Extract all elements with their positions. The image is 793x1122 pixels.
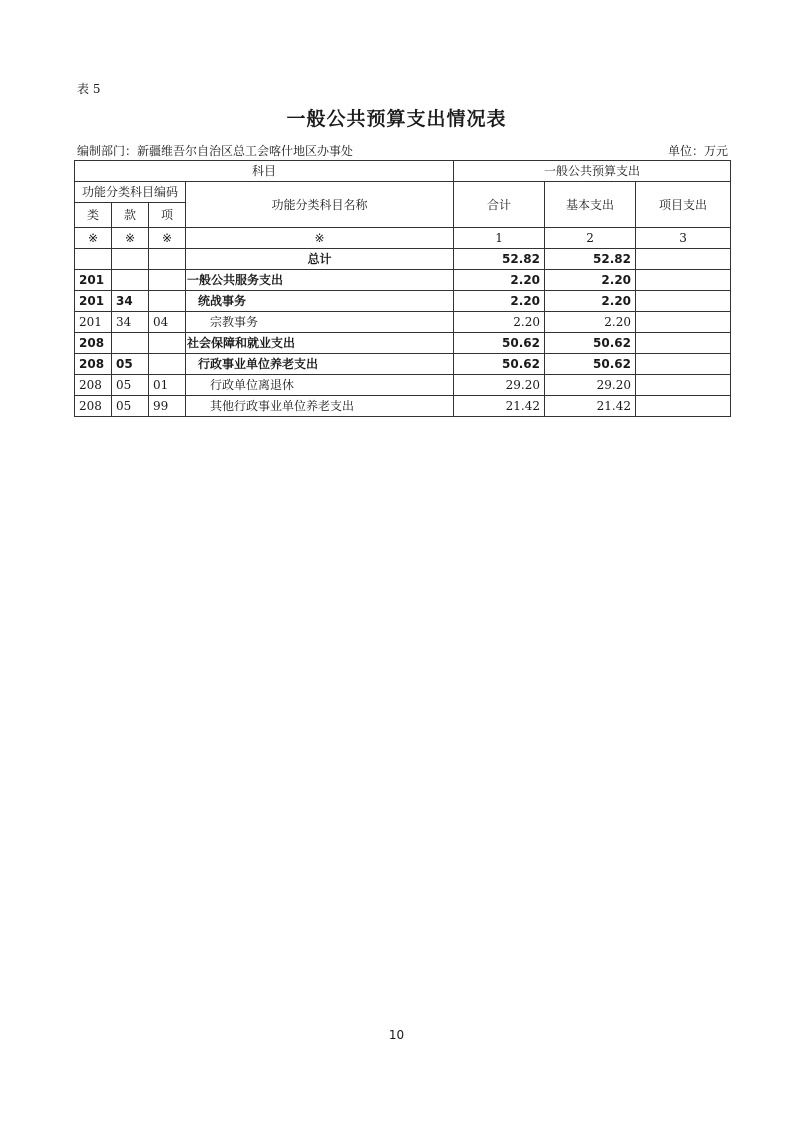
cell-project [636,270,731,291]
mark-cell: ※ [186,228,454,249]
cell-project [636,312,731,333]
table-row [75,270,731,291]
header-subject: 科目 [75,161,454,182]
cell-xiang: 04 [149,312,186,333]
cell-project [636,291,731,312]
cell-name: 其他行政事业单位养老支出 [186,396,454,417]
table-row [75,312,731,333]
cell-xiang [149,291,186,312]
header-lei: 类 [75,203,112,228]
table-row-total [75,249,731,270]
cell-basic: 2.20 [545,291,636,312]
cell-lei: 208 [75,375,112,396]
cell-basic: 50.62 [545,354,636,375]
cell-basic: 2.20 [545,270,636,291]
table-row [75,375,731,396]
cell-basic: 2.20 [545,312,636,333]
cell-kuan: 05 [112,354,149,375]
cell-name: 社会保障和就业支出 [186,333,454,354]
mark-cell: ※ [75,228,112,249]
cell-xiang [149,270,186,291]
department-label: 编制部门：新疆维吾尔自治区总工会喀什地区办事处 [77,144,354,158]
cell-name: 行政单位离退休 [186,375,454,396]
header-xiang: 项 [149,203,186,228]
header-name: 功能分类科目名称 [186,182,454,228]
cell-name: 行政事业单位养老支出 [186,354,454,375]
cell-lei [75,249,112,270]
page-number: 10 [388,1028,405,1042]
cell-kuan: 05 [112,375,149,396]
cell-kuan: 05 [112,396,149,417]
header-kuan: 款 [112,203,149,228]
cell-lei: 208 [75,354,112,375]
cell-basic: 50.62 [545,333,636,354]
budget-table [74,160,731,417]
header-code-group: 功能分类科目编码 [75,182,186,203]
cell-total: 50.62 [454,333,545,354]
cell-lei: 201 [75,291,112,312]
cell-total: 21.42 [454,396,545,417]
cell-lei: 208 [75,396,112,417]
col-index-2: 2 [545,228,636,249]
cell-total: 2.20 [454,291,545,312]
cell-name: 统战事务 [186,291,454,312]
cell-kuan [112,249,149,270]
table-row [75,354,731,375]
cell-kuan [112,333,149,354]
unit-label: 单位：万元 [667,144,728,158]
header-project: 项目支出 [636,182,731,228]
cell-lei: 201 [75,312,112,333]
cell-project [636,375,731,396]
cell-xiang [149,354,186,375]
cell-xiang [149,249,186,270]
cell-name: 一般公共服务支出 [186,270,454,291]
cell-total: 52.82 [454,249,545,270]
header-total: 合计 [454,182,545,228]
cell-project [636,249,731,270]
page-title: 一般公共预算支出情况表 [286,108,507,130]
cell-kuan: 34 [112,291,149,312]
header-budget: 一般公共预算支出 [454,161,731,182]
table-row [75,396,731,417]
cell-basic: 52.82 [545,249,636,270]
mark-cell: ※ [112,228,149,249]
table-label: 表 5 [77,82,101,96]
cell-project [636,354,731,375]
cell-name: 总计 [186,249,454,270]
cell-name: 宗教事务 [186,312,454,333]
cell-kuan: 34 [112,312,149,333]
cell-basic: 21.42 [545,396,636,417]
table-row [75,291,731,312]
cell-xiang: 99 [149,396,186,417]
cell-xiang: 01 [149,375,186,396]
cell-lei: 201 [75,270,112,291]
cell-basic: 29.20 [545,375,636,396]
cell-xiang [149,333,186,354]
table-row [75,333,731,354]
mark-cell: ※ [149,228,186,249]
cell-kuan [112,270,149,291]
header-basic: 基本支出 [545,182,636,228]
col-index-1: 1 [454,228,545,249]
col-index-3: 3 [636,228,731,249]
cell-lei: 208 [75,333,112,354]
cell-total: 29.20 [454,375,545,396]
cell-project [636,396,731,417]
cell-total: 2.20 [454,270,545,291]
cell-total: 2.20 [454,312,545,333]
cell-total: 50.62 [454,354,545,375]
cell-project [636,333,731,354]
